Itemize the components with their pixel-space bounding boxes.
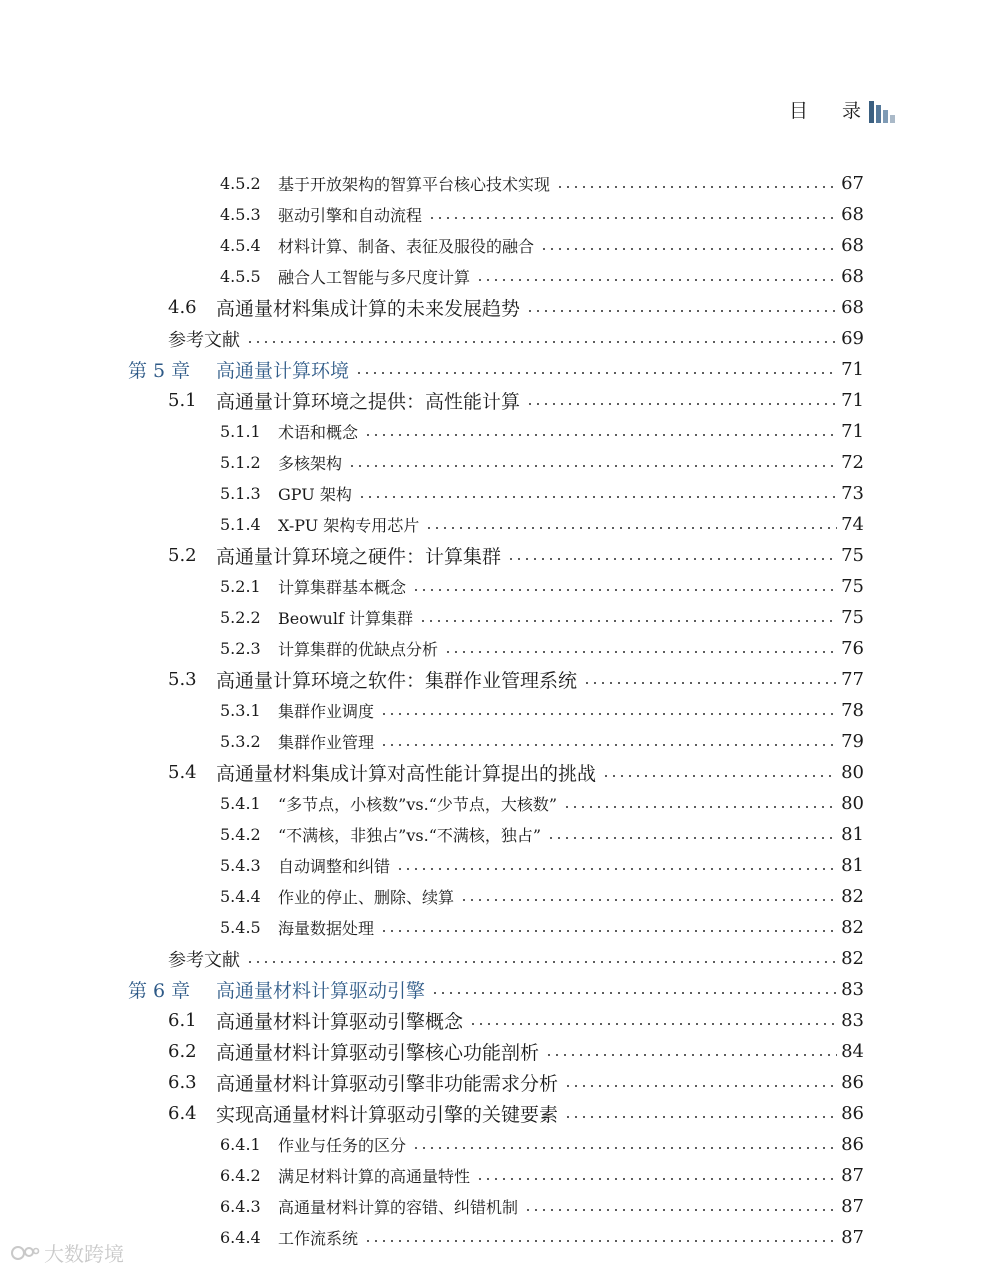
toc-entry-number: 5.4.4: [220, 887, 261, 906]
toc-entry-title: X-PU 架构专用芯片: [278, 516, 420, 535]
toc-entry-number: 5.4.3: [220, 856, 261, 875]
toc-entry-title: 高通量材料计算的容错、纠错机制: [278, 1198, 519, 1217]
toc-leader-dots: [476, 1178, 837, 1180]
toc-entry-number: 6.4.4: [220, 1228, 261, 1247]
toc-subsection-row: [0, 478, 992, 509]
toc-leader-dots: [431, 992, 837, 994]
toc-leader-dots: [246, 961, 837, 963]
toc-entry-page: 71: [841, 421, 864, 442]
toc-entry-number: 5.4: [168, 762, 197, 783]
toc-entry-title: 高通量材料集成计算的未来发展趋势: [216, 298, 521, 320]
toc-entry-title: 高通量计算环境: [216, 360, 350, 382]
toc-leader-dots: [348, 465, 837, 467]
toc-subsection-row: [0, 447, 992, 478]
toc-subsection-row: [0, 1191, 992, 1222]
toc-entry-page: 69: [841, 328, 864, 349]
toc-entry-title: 参考文献: [168, 949, 240, 971]
toc-entry-page: 73: [841, 483, 864, 504]
toc-subsection-row: [0, 1222, 992, 1253]
toc-chapter-row: [0, 974, 992, 1005]
toc-entry-title: 作业的停止、删除、续算: [278, 888, 455, 907]
toc-entry-title: “不满核，非独占”vs.“不满核，独占”: [278, 826, 542, 845]
toc-section-row: [0, 664, 992, 695]
toc-entry-page: 75: [841, 545, 864, 566]
toc-entry-title: 高通量材料集成计算对高性能计算提出的挑战: [216, 763, 597, 785]
toc-entry-page: 87: [841, 1165, 864, 1186]
toc-entry-title: 材料计算、制备、表征及服役的融合: [278, 237, 535, 256]
toc-entry-number: 6.3: [168, 1072, 197, 1093]
toc-entry-title: 术语和概念: [278, 423, 359, 442]
toc-section-row: [0, 1036, 992, 1067]
toc-subsection-row: [0, 881, 992, 912]
toc-leader-dots: [460, 899, 837, 901]
toc-entry-page: 72: [841, 452, 864, 473]
toc-entry-number: 5.4.1: [220, 794, 261, 813]
toc-entry-page: 82: [841, 948, 864, 969]
toc-entry-number: 6.1: [168, 1010, 197, 1031]
toc-entry-number: 4.5.5: [220, 267, 261, 286]
header-title-right: 录: [842, 100, 862, 122]
toc-entry-page: 68: [841, 266, 864, 287]
toc-leader-dots: [428, 217, 837, 219]
toc-entry-number: 5.1: [168, 390, 197, 411]
toc-entry-title: Beowulf 计算集群: [278, 609, 413, 628]
toc-subsection-row: [0, 633, 992, 664]
toc-entry-page: 68: [841, 235, 864, 256]
toc-entry-page: 71: [841, 359, 864, 380]
toc-entry-title: 基于开放架构的智算平台核心技术实现: [278, 175, 551, 194]
toc-entry-number: 5.3.2: [220, 732, 261, 751]
toc-entry-page: 86: [841, 1134, 864, 1155]
toc-entry-number: 4.5.2: [220, 174, 261, 193]
toc-subsection-row: [0, 788, 992, 819]
toc-entry-number: 6.4.3: [220, 1197, 261, 1216]
toc-leader-dots: [524, 1209, 837, 1211]
toc-entry-title: 计算集群的优缺点分析: [278, 640, 439, 659]
toc-subsection-row: [0, 199, 992, 230]
toc-entry-number: 6.4.2: [220, 1166, 261, 1185]
toc-leader-dots: [583, 682, 837, 684]
toc-leader-dots: [507, 558, 837, 560]
toc-entry-number: 5.1.4: [220, 515, 261, 534]
toc-entry-page: 75: [841, 576, 864, 597]
toc-section-row: [0, 1005, 992, 1036]
toc-subsection-row: [0, 726, 992, 757]
toc-entry-title: 多核架构: [278, 454, 343, 473]
toc-subsection-row: [0, 230, 992, 261]
toc-entry-title: 参考文献: [168, 329, 240, 351]
toc-entry-number: 6.4.1: [220, 1135, 261, 1154]
toc-entry-title: 驱动引擎和自动流程: [278, 206, 423, 225]
toc-entry-title: 实现高通量材料计算驱动引擎的关键要素: [216, 1104, 559, 1126]
toc-entry-page: 75: [841, 607, 864, 628]
toc-entry-page: 87: [841, 1196, 864, 1217]
toc-leader-dots: [564, 1085, 837, 1087]
toc-subsection-row: [0, 819, 992, 850]
toc-leader-dots: [364, 1240, 837, 1242]
toc-entry-number: 第 5 章: [128, 360, 191, 382]
toc-leader-dots: [358, 496, 837, 498]
toc-chapter-row: [0, 354, 992, 385]
toc-leader-dots: [556, 186, 837, 188]
toc-entry-title: 集群作业调度: [278, 702, 375, 721]
toc-entry-page: 71: [841, 390, 864, 411]
toc-leader-dots: [412, 1147, 837, 1149]
toc-entry-page: 82: [841, 917, 864, 938]
toc-subsection-row: [0, 1129, 992, 1160]
toc-entry-number: 5.2: [168, 545, 197, 566]
header-title-left: 目: [789, 100, 809, 122]
toc-entry-number: 4.5.4: [220, 236, 261, 255]
toc-entry-page: 87: [841, 1227, 864, 1248]
toc-leader-dots: [563, 806, 837, 808]
toc-leader-dots: [526, 403, 837, 405]
toc-subsection-row: [0, 1160, 992, 1191]
toc-references-row: [0, 943, 992, 974]
toc-entry-number: 6.4: [168, 1103, 197, 1124]
toc-subsection-row: [0, 416, 992, 447]
toc-leader-dots: [380, 930, 837, 932]
toc-leader-dots: [547, 837, 837, 839]
toc-entry-number: 5.4.2: [220, 825, 261, 844]
toc-entry-title: 高通量材料计算驱动引擎非功能需求分析: [216, 1073, 559, 1095]
toc-entry-title: 自动调整和纠错: [278, 857, 391, 876]
toc-entry-page: 82: [841, 886, 864, 907]
toc-leader-dots: [380, 744, 837, 746]
toc-entry-page: 76: [841, 638, 864, 659]
toc-entry-page: 79: [841, 731, 864, 752]
toc-entry-page: 67: [841, 173, 864, 194]
toc-entry-page: 81: [841, 855, 864, 876]
toc-section-row: [0, 757, 992, 788]
toc-subsection-row: [0, 571, 992, 602]
bar-logo-icon: [869, 99, 897, 123]
toc-leader-dots: [355, 372, 837, 374]
toc-entry-number: 6.2: [168, 1041, 197, 1062]
toc-entry-title: 高通量材料计算驱动引擎概念: [216, 1011, 464, 1033]
toc-entry-number: 5.2.2: [220, 608, 261, 627]
watermark-text: 大数跨境: [44, 1242, 124, 1266]
toc-entry-title: 高通量计算环境之硬件：计算集群: [216, 546, 502, 568]
toc-subsection-row: [0, 912, 992, 943]
toc-section-row: [0, 1098, 992, 1129]
toc-entry-number: 5.3.1: [220, 701, 261, 720]
toc-leader-dots: [602, 775, 837, 777]
toc-entry-title: 计算集群基本概念: [278, 578, 407, 597]
watermark: [10, 1238, 124, 1267]
toc-entry-title: 高通量计算环境之提供：高性能计算: [216, 391, 521, 413]
toc-entry-number: 4.6: [168, 297, 197, 318]
toc-entry-page: 84: [841, 1041, 864, 1062]
toc-entry-page: 80: [841, 793, 864, 814]
toc-entry-number: 5.1.2: [220, 453, 261, 472]
toc-entry-title: 高通量材料计算驱动引擎: [216, 980, 426, 1002]
toc-references-row: [0, 323, 992, 354]
toc-leader-dots: [246, 341, 837, 343]
toc-entry-page: 78: [841, 700, 864, 721]
toc-subsection-row: [0, 509, 992, 540]
toc-leader-dots: [364, 434, 837, 436]
toc-leader-dots: [412, 589, 837, 591]
toc-entry-number: 5.1.3: [220, 484, 261, 503]
toc-leader-dots: [476, 279, 837, 281]
toc-entry-number: 5.3: [168, 669, 197, 690]
toc-entry-title: 工作流系统: [278, 1229, 359, 1248]
toc-leader-dots: [396, 868, 837, 870]
toc-entry-title: 高通量计算环境之软件：集群作业管理系统: [216, 670, 578, 692]
toc-subsection-row: [0, 168, 992, 199]
toc-subsection-row: [0, 695, 992, 726]
toc-entry-page: 80: [841, 762, 864, 783]
toc-entry-title: 作业与任务的区分: [278, 1136, 407, 1155]
toc-leader-dots: [444, 651, 837, 653]
toc-entry-title: 集群作业管理: [278, 733, 375, 752]
toc-leader-dots: [469, 1023, 837, 1025]
toc-entry-page: 83: [841, 979, 864, 1000]
toc-entry-number: 5.2.1: [220, 577, 261, 596]
toc-entry-number: 4.5.3: [220, 205, 261, 224]
toc-entry-page: 86: [841, 1103, 864, 1124]
toc-entry-page: 74: [841, 514, 864, 535]
toc-section-row: [0, 1067, 992, 1098]
toc-entry-title: 海量数据处理: [278, 919, 375, 938]
toc-entry-page: 77: [841, 669, 864, 690]
running-header: [789, 96, 897, 123]
toc-entry-number: 5.1.1: [220, 422, 261, 441]
toc-entry-title: GPU 架构: [278, 485, 352, 504]
toc-entry-title: 融合人工智能与多尺度计算: [278, 268, 471, 287]
toc-entry-title: 高通量材料计算驱动引擎核心功能剖析: [216, 1042, 540, 1064]
toc-section-row: [0, 385, 992, 416]
toc-leader-dots: [545, 1054, 837, 1056]
toc-subsection-row: [0, 602, 992, 633]
toc-leader-dots: [419, 620, 837, 622]
toc-subsection-row: [0, 261, 992, 292]
toc-entry-number: 5.4.5: [220, 918, 261, 937]
toc-leader-dots: [564, 1116, 837, 1118]
toc-entry-page: 68: [841, 204, 864, 225]
toc-leader-dots: [526, 310, 837, 312]
toc-section-row: [0, 292, 992, 323]
toc-section-row: [0, 540, 992, 571]
toc-entry-title: 满足材料计算的高通量特性: [278, 1167, 471, 1186]
toc-entry-title: “多节点，小核数”vs.“少节点，大核数”: [278, 795, 558, 814]
toc-entry-page: 81: [841, 824, 864, 845]
toc-subsection-row: [0, 850, 992, 881]
toc-leader-dots: [425, 527, 837, 529]
watermark-logo-icon: [10, 1243, 40, 1263]
toc-entry-number: 5.2.3: [220, 639, 261, 658]
toc-entry-page: 83: [841, 1010, 864, 1031]
toc-entry-page: 86: [841, 1072, 864, 1093]
toc-entry-number: 第 6 章: [128, 980, 191, 1002]
toc-entry-page: 68: [841, 297, 864, 318]
toc-leader-dots: [380, 713, 837, 715]
toc-leader-dots: [540, 248, 837, 250]
